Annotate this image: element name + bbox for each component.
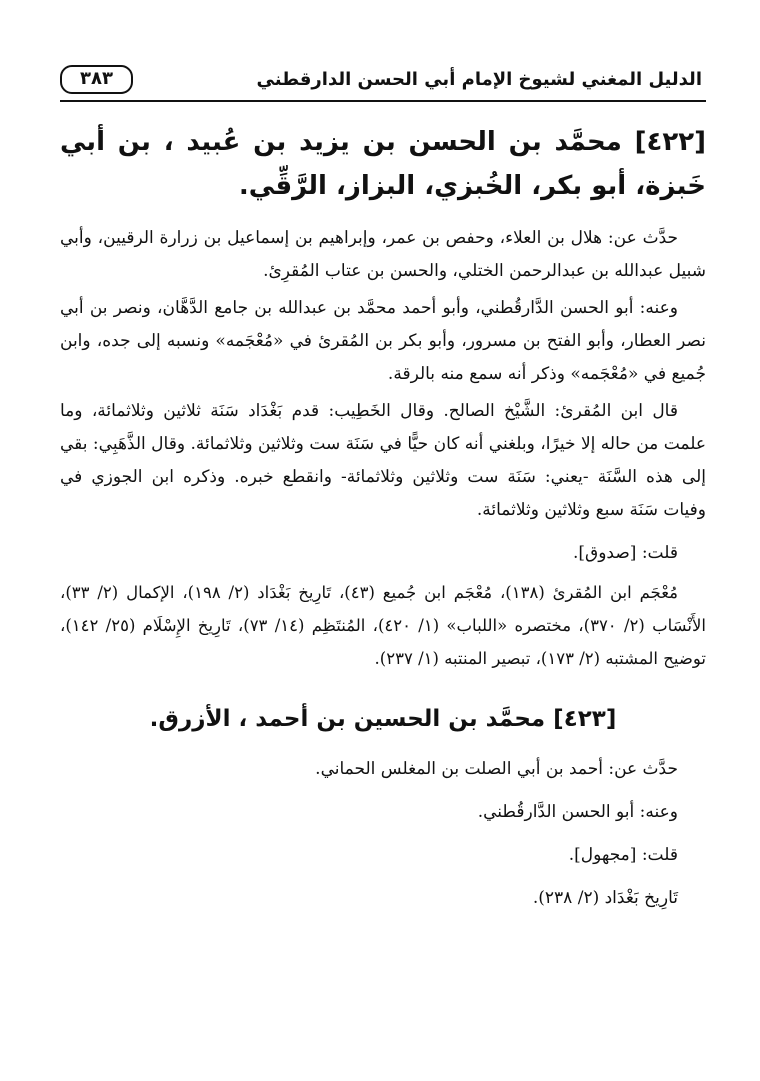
running-header xyxy=(60,58,706,102)
verdict-line: قلت: [صدوق]. xyxy=(572,543,678,563)
narrated-from-paragraph: حدَّث عن: هلال بن العلاء، وحفص بن عمر، وإبراهيم بن إسماعيل بن زرارة الرقيين، وأبي شبيل عبدالله بن عبدالرحمن الختلي، والحسن بن عتاب المُقرِئ. xyxy=(60,228,706,281)
assessment-paragraph: قال ابن المُقرئ: الشَّيْخ الصالح. وقال الخَطِيب: قدم بَغْدَاد سَنَة ثلاثين وثلاثمائة، وما علمت من حاله إلا خيرًا، وبلغني أنه كان حيًّا في سَنَة ست وثلاثين وثلاثمائة. وقال الذَّهَبِي: بقي إلى هذه السَّنَة -يعني: سَنَة ست وثلاثين وثلاثمائة- وانقطع خبره. وذكره ابن الجوزي في وفيات سَنَة سبع وثلاثين وثلاثمائة. xyxy=(60,401,706,520)
page-number: ٣٨٣ xyxy=(60,65,133,94)
entry-heading: [٤٢٣] محمَّد بن الحسين بن أحمد ، الأزرق. xyxy=(149,706,617,732)
narrated-by-paragraph: وعنه: أبو الحسن الدَّارقُطني، وأبو أحمد محمَّد بن عبدالله بن جامع الدَّهَّان، ونصر بن أبي نصر العطار، وأبو الفتح بن مسرور، وأبو بكر بن المُقرئ في «مُعْجَمه» ونسبه إلى جده، وابن جُميع في «مُعْجَمه» وذكر أنه سمع منه بالرقة. xyxy=(60,298,706,384)
document-page xyxy=(60,58,706,1038)
sources-line: تَارِيخ بَغْدَاد (٢/ ٢٣٨). xyxy=(532,888,678,908)
narrated-by-line: وعنه: أبو الحسن الدَّارقُطني. xyxy=(477,802,678,822)
verdict-line: قلت: [مجهول]. xyxy=(568,845,678,865)
narrated-from-line: حدَّث عن: أحمد بن أبي الصلت بن المغلس الحماني. xyxy=(315,759,678,779)
entry-heading: [٤٢٢] محمَّد بن الحسن بن يزيد بن عُبيد ، بن أبي خَبزة، أبو بكر، الخُبزي، البزاز، الرَّقِّي. xyxy=(60,127,706,201)
entry-423 xyxy=(60,697,706,915)
sources-paragraph: مُعْجَم ابن المُقرئ (١٣٨)، مُعْجَم ابن جُميع (٤٣)، تَارِيخ بَغْدَاد (٢/ ١٩٨)، الإكمال (٢/ ٣٣)، الأَنْسَاب (٢/ ٣٧٠)، مختصره «اللباب» (١/ ٤٢٠)، المُنتَظِم (١٤/ ٧٣)، تَارِيخ الإِسْلَام (٢٥/ ١٤٢)، توضيح المشتبه (٢/ ١٧٣)، تبصير المنتبه (١/ ٢٣٧). xyxy=(60,583,706,668)
entry-422 xyxy=(60,120,706,675)
running-title: الدليل المغني لشيوخ الإمام أبي الحسن الدارقطني xyxy=(256,68,702,90)
